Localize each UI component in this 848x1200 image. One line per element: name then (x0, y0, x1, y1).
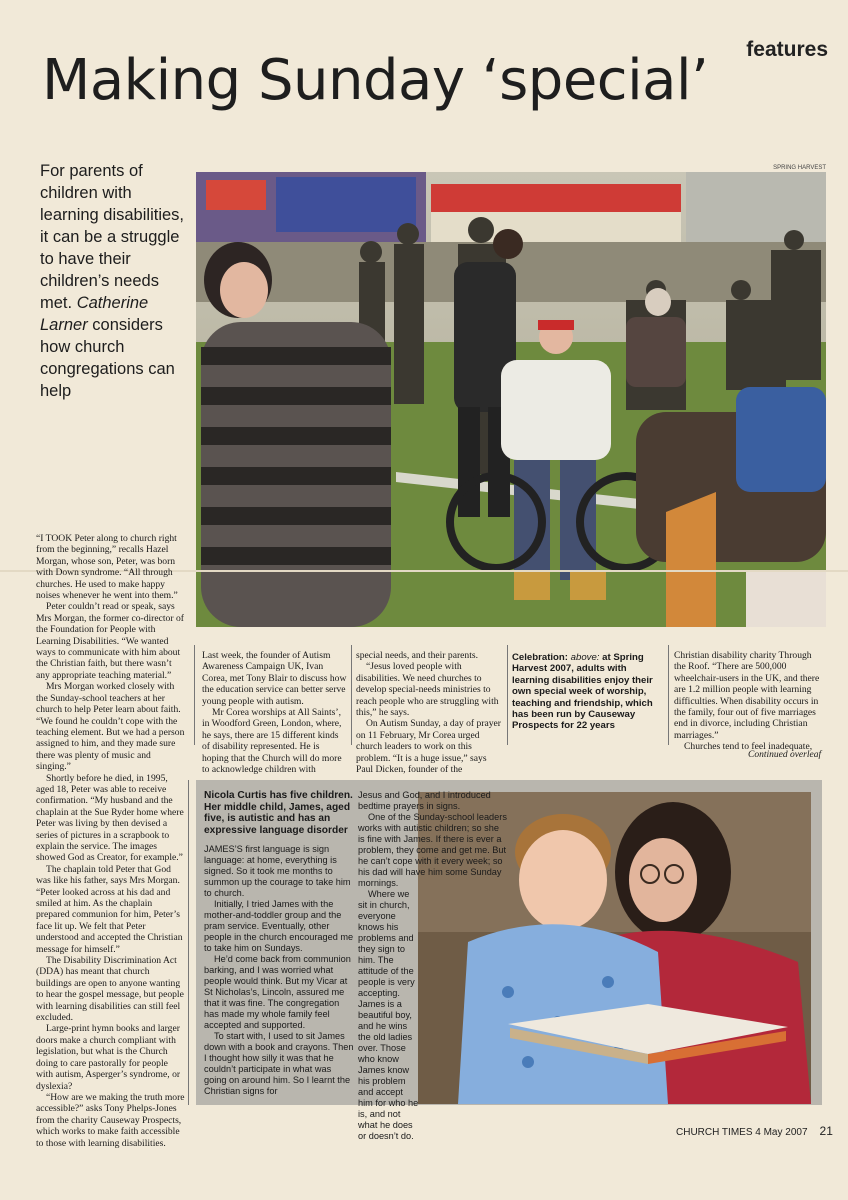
section-label: features (746, 38, 828, 61)
paragraph: Shortly before he died, in 1995, aged 18, Peter was able to receive confirmation. “My husband and the chaplain at the Sue Ryder home where Peter was living by then devised a series of pictures in a scrapbook to explain the service. The images showed God as Creator, for example.” (36, 772, 184, 864)
paragraph: Last week, the founder of Autism Awareness Campaign UK, Ivan Corea, met Tony Blair to discuss how the education service can better serve young people with autism. (202, 650, 347, 707)
paragraph: “I TOOK Peter along to church right from the beginning,” recalls Hazel Morgan, whose son, Peter, was born with Down syndrome. “All through churches. He used to make happy noises whenever he went into them.” (36, 533, 178, 602)
paragraph: On Autism Sunday, a day of prayer on 11 February, Mr Corea urged church leaders to work on this problem. “It is a huge issue,” says Paul Dicken, founder of the (356, 718, 501, 776)
paragraph: Large-print hymn books and larger doors make a church compliant with legislation, but what is the Church doing to care pastorally for people with autism, Asperger’s syndrome, or dyslexia? (36, 1023, 181, 1092)
photo-caption (512, 652, 664, 732)
standfirst-author: Catherine Larner (40, 294, 149, 334)
photo-credit: SPRING HARVEST (773, 165, 826, 171)
column-rule (351, 645, 352, 745)
column-rule (507, 645, 508, 745)
page-footer (676, 1124, 833, 1138)
page-number: 21 (819, 1124, 833, 1138)
paragraph: Christian disability charity Through the Roof. “There are 500,000 wheelchair-users in the UK, and there are 1.2 million people with learning difficulties. When disability occurs in the family, four out of five marriages end in divorce, including Christian marriages.” (674, 650, 820, 741)
paragraph: “How are we making the truth more accessible?” asks Tony Phelps-Jones from the charity Causeway Prospects, which works to make faith accessible to those with learning disabilities. (36, 1091, 185, 1149)
paragraph: Mrs Morgan worked closely with the Sunday-school teachers at her church to help Peter learn about faith. “We found he couldn’t cope with the teaching element. But we had a person assigned to him, and they made sure there was plenty of music and singing.” (36, 681, 185, 773)
paragraph: JAMES’S first language is sign language: at home, everything is signed. So it took me months to summon up the courage to take him to church. (204, 844, 351, 898)
paragraph: He’d come back from communion barking, and I was worried what people would think. But my Vicar at St Nicholas’s, Lincoln, assured me that it was fine. The congregation has made my whole family feel accepted and supported. (204, 954, 351, 1030)
column-rule (668, 645, 669, 745)
caption-label: Celebration: (512, 652, 568, 663)
article-column-5 (674, 650, 824, 753)
case-study-column-1 (204, 790, 354, 1097)
caption-position: above: (570, 652, 600, 663)
paragraph: The chaplain told Peter that God was like his father, says Mrs Morgan. “Peter looked across at his dad and smiled at him. As the chaplain prepared communion for him, Peter’s face lit up. We felt that Peter understood and accepted the Christian message for himself.” (36, 863, 183, 955)
spring-harvest-photo (196, 172, 826, 627)
standfirst-text: For parents of children with learning disabilities, it can be a struggle to have their children’s needs met. (40, 162, 184, 312)
continued-overleaf: Continued overleaf (748, 750, 822, 760)
paragraph: Peter couldn’t read or speak, says Mrs Morgan, the former co-director of the Foundation for People with Learning Disabilities. “We wanted ways to communicate with him about the Christian faith, but there wasn’t any appropriate teaching material.” (36, 601, 184, 681)
article-column-3 (356, 650, 501, 775)
column-rule (188, 780, 189, 1105)
article-column-2 (202, 650, 347, 775)
paragraph: One of the Sunday-school leaders works with autistic children; so she is fine with James. If there is ever a problem, they come and get me. But he can’t cope with it every week; so his dad will have him some Sunday mornings. (358, 812, 507, 888)
paragraph: special needs, and their parents. (356, 650, 479, 661)
article-column-1 (36, 533, 186, 1149)
paragraph: Mr Corea worships at All Saints’, in Woodford Green, London, where, he says, there are 15 different kinds of disability represented. He is hoping that the Church will do more to acknowledge children with (202, 707, 342, 776)
paragraph: The Disability Discrimination Act (DDA) has meant that church buildings are open to anyone wanting to hear the gospel message, but people with learning disabilities can still feel excluded. (36, 955, 184, 1024)
caption-text: at Spring Harvest 2007, adults with learning disabilities enjoy their own special week of worship, teaching and friendship, which has been run by Causeway Prospects for 22 years (512, 652, 653, 732)
paragraph: Initially, I tried James with the mother-and-toddler group and the pram service. Eventually, other people in the church encouraged me to take him on Sundays. (204, 899, 354, 953)
column-rule (194, 645, 195, 745)
headline: Making Sunday ‘special’ (42, 48, 709, 113)
paragraph: To start with, I used to sit James down with a book and crayons. Then I thought how silly it was that he couldn’t participate in what was going on around him. So I learnt the Christian signs for (204, 1031, 354, 1096)
paragraph: Churches tend to feel inadequate, (684, 741, 813, 753)
paragraph: “Jesus loved people with disabilities. We need churches to develop special-needs ministries to reach people who are struggling with this,” he says. (356, 661, 499, 719)
paragraph: Jesus and God, and I introduced bedtime prayers in signs. (358, 790, 491, 811)
publication-date: CHURCH TIMES 4 May 2007 (676, 1127, 808, 1138)
standfirst (40, 160, 190, 402)
spring-harvest-illustration (196, 172, 826, 627)
case-study-column-2 (358, 790, 508, 1142)
paragraph: Where we sit in church, everyone knows his problems and they sign to him. The attitude of the people is very accepting. James is a beautiful boy, and he wins the old ladies over. Those who know James know his problem and accept him for who he is, and not what he does or doesn’t do. (358, 889, 419, 1141)
case-study-intro: Nicola Curtis has five children. Her middle child, James, aged five, is autistic and has an expressive language disorder (204, 790, 353, 836)
standfirst-rest: considers how church congregations can help (40, 316, 175, 400)
